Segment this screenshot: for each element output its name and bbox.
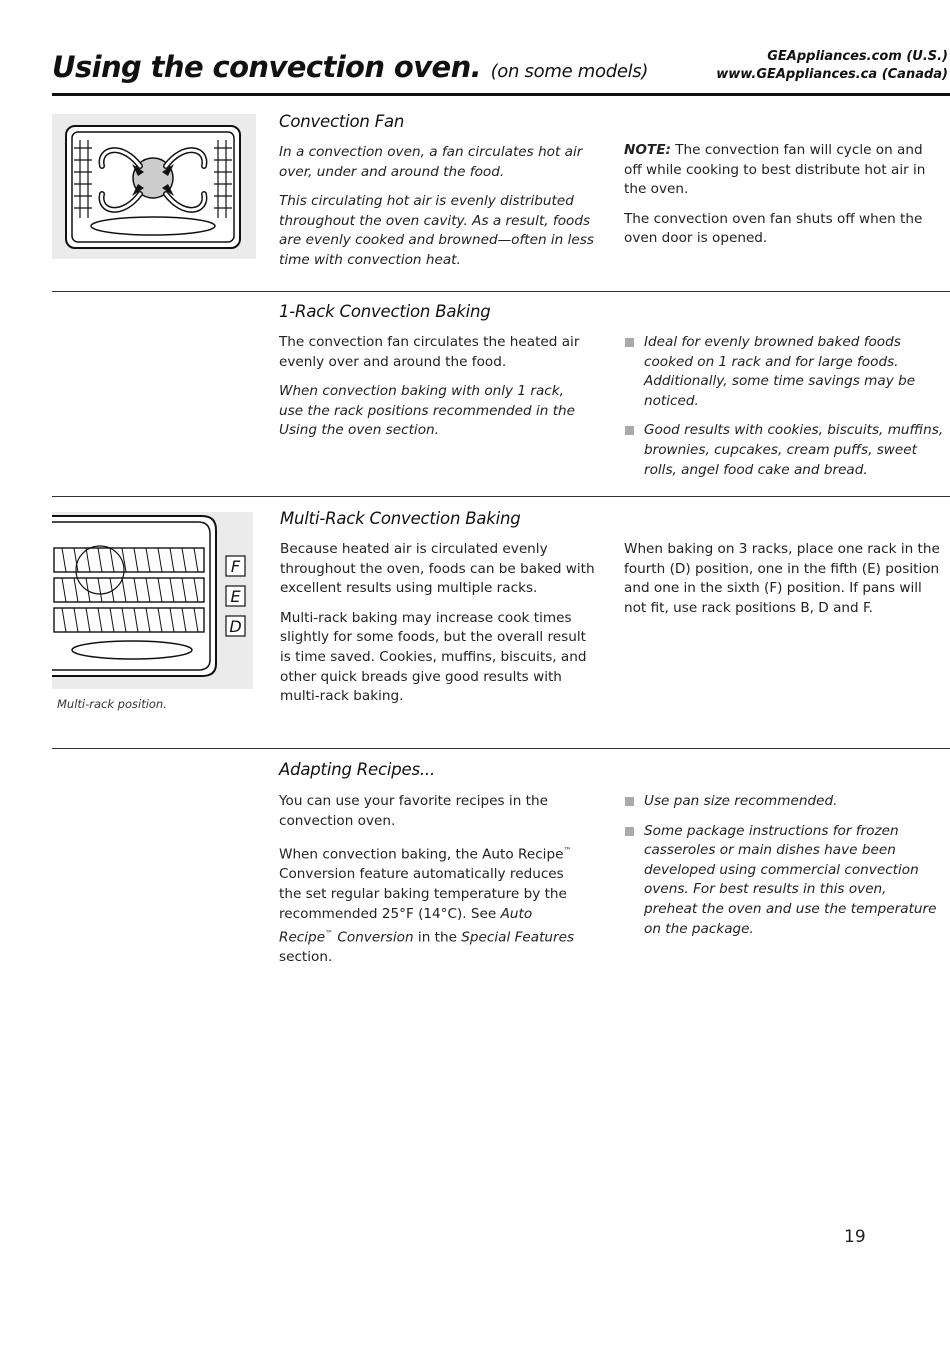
one-rack-heading: 1-Rack Convection Baking bbox=[279, 302, 491, 321]
page-title-main: Using the convection oven. bbox=[52, 50, 482, 84]
note-label: NOTE: bbox=[624, 142, 671, 158]
header-rule bbox=[52, 93, 950, 96]
multi-rack-caption: Multi-rack position. bbox=[57, 697, 167, 711]
rack-label-e: E bbox=[230, 587, 241, 606]
page-number: 19 bbox=[844, 1227, 866, 1247]
multi-rack-p3: When baking on 3 racks, place one rack in the fourth (D) position, one in the fifth (E) position and one in the sixth (F) position. If pans will not fit, use rack positions B, D and F. bbox=[624, 541, 940, 616]
multi-rack-p2: Multi-rack baking may increase cook times slightly for some foods, but the overall result is time saved. Cookies, muffins, biscuits, and other quick breads give good results with multi-rack baking. bbox=[280, 609, 587, 705]
convection-fan-right-column bbox=[624, 141, 944, 259]
one-rack-left-column bbox=[279, 333, 589, 451]
convection-fan-p1: In a convection oven, a fan circulates hot air over, under and around the food. bbox=[279, 144, 583, 180]
multi-rack-illustration bbox=[52, 512, 253, 689]
page-title bbox=[52, 50, 648, 84]
adapting-heading: Adapting Recipes... bbox=[279, 760, 436, 779]
adapting-left-column bbox=[279, 792, 579, 978]
section-divider bbox=[52, 496, 950, 497]
list-item: Some package instructions for frozen casseroles or main dishes have been developed using commercial convection ovens. For best results in this oven, preheat the oven and use the temperature on the package. bbox=[624, 822, 940, 940]
section-divider bbox=[52, 748, 950, 749]
one-rack-p2: When convection baking with only 1 rack, use the rack positions recommended in the Using the oven section. bbox=[279, 383, 576, 439]
convection-fan-illustration bbox=[52, 114, 256, 259]
multi-rack-left-column bbox=[280, 540, 598, 717]
one-rack-bullets bbox=[624, 333, 948, 490]
adapting-p2: When convection baking, the Auto Recipe™ Conversion feature automatically reduces the set regular baking temperature by the recommended 25°F (14°C). See Auto Recipe™ Conversion in the Special Features section. bbox=[279, 846, 575, 966]
rack-label-f: F bbox=[230, 557, 241, 576]
list-item: Good results with cookies, biscuits, muffins, brownies, cupcakes, cream puffs, sweet rolls, angel food cake and bread. bbox=[624, 421, 948, 480]
section-divider bbox=[52, 291, 950, 292]
adapting-bullets bbox=[624, 792, 940, 949]
convection-fan-p2: This circulating hot air is evenly distributed throughout the oven cavity. As a result, foods are evenly cooked and browned—often in less time with convection heat. bbox=[279, 193, 594, 268]
page-title-sub: (on some models) bbox=[490, 61, 649, 82]
list-item: Use pan size recommended. bbox=[624, 792, 940, 812]
convection-fan-heading: Convection Fan bbox=[279, 112, 405, 131]
convection-fan-left-column bbox=[279, 143, 605, 281]
oven-racks-icon bbox=[52, 512, 253, 689]
note-text: The convection fan will cycle on and off while cooking to best distribute hot air in the oven. bbox=[624, 142, 926, 198]
one-rack-p1: The convection fan circulates the heated air evenly over and around the food. bbox=[279, 334, 580, 370]
oven-fan-icon bbox=[52, 114, 256, 259]
multi-rack-heading: Multi-Rack Convection Baking bbox=[280, 509, 521, 528]
convection-fan-p3: The convection oven fan shuts off when the oven door is opened. bbox=[624, 210, 923, 247]
rack-label-d: D bbox=[229, 617, 242, 636]
list-item: Ideal for evenly browned baked foods cooked on 1 rack and for large foods. Additionally, some time savings may be noticed. bbox=[624, 333, 948, 411]
website-block bbox=[716, 48, 948, 84]
website-ca: www.GEAppliances.ca (Canada) bbox=[716, 67, 948, 82]
convection-fan-note bbox=[624, 141, 944, 200]
multi-rack-p1: Because heated air is circulated evenly throughout the oven, foods can be baked with excellent results using multiple racks. bbox=[280, 541, 595, 597]
multi-rack-right-column bbox=[624, 540, 944, 628]
website-us: GEAppliances.com (U.S.) bbox=[767, 49, 948, 64]
adapting-p1: You can use your favorite recipes in the convection oven. bbox=[279, 793, 548, 829]
